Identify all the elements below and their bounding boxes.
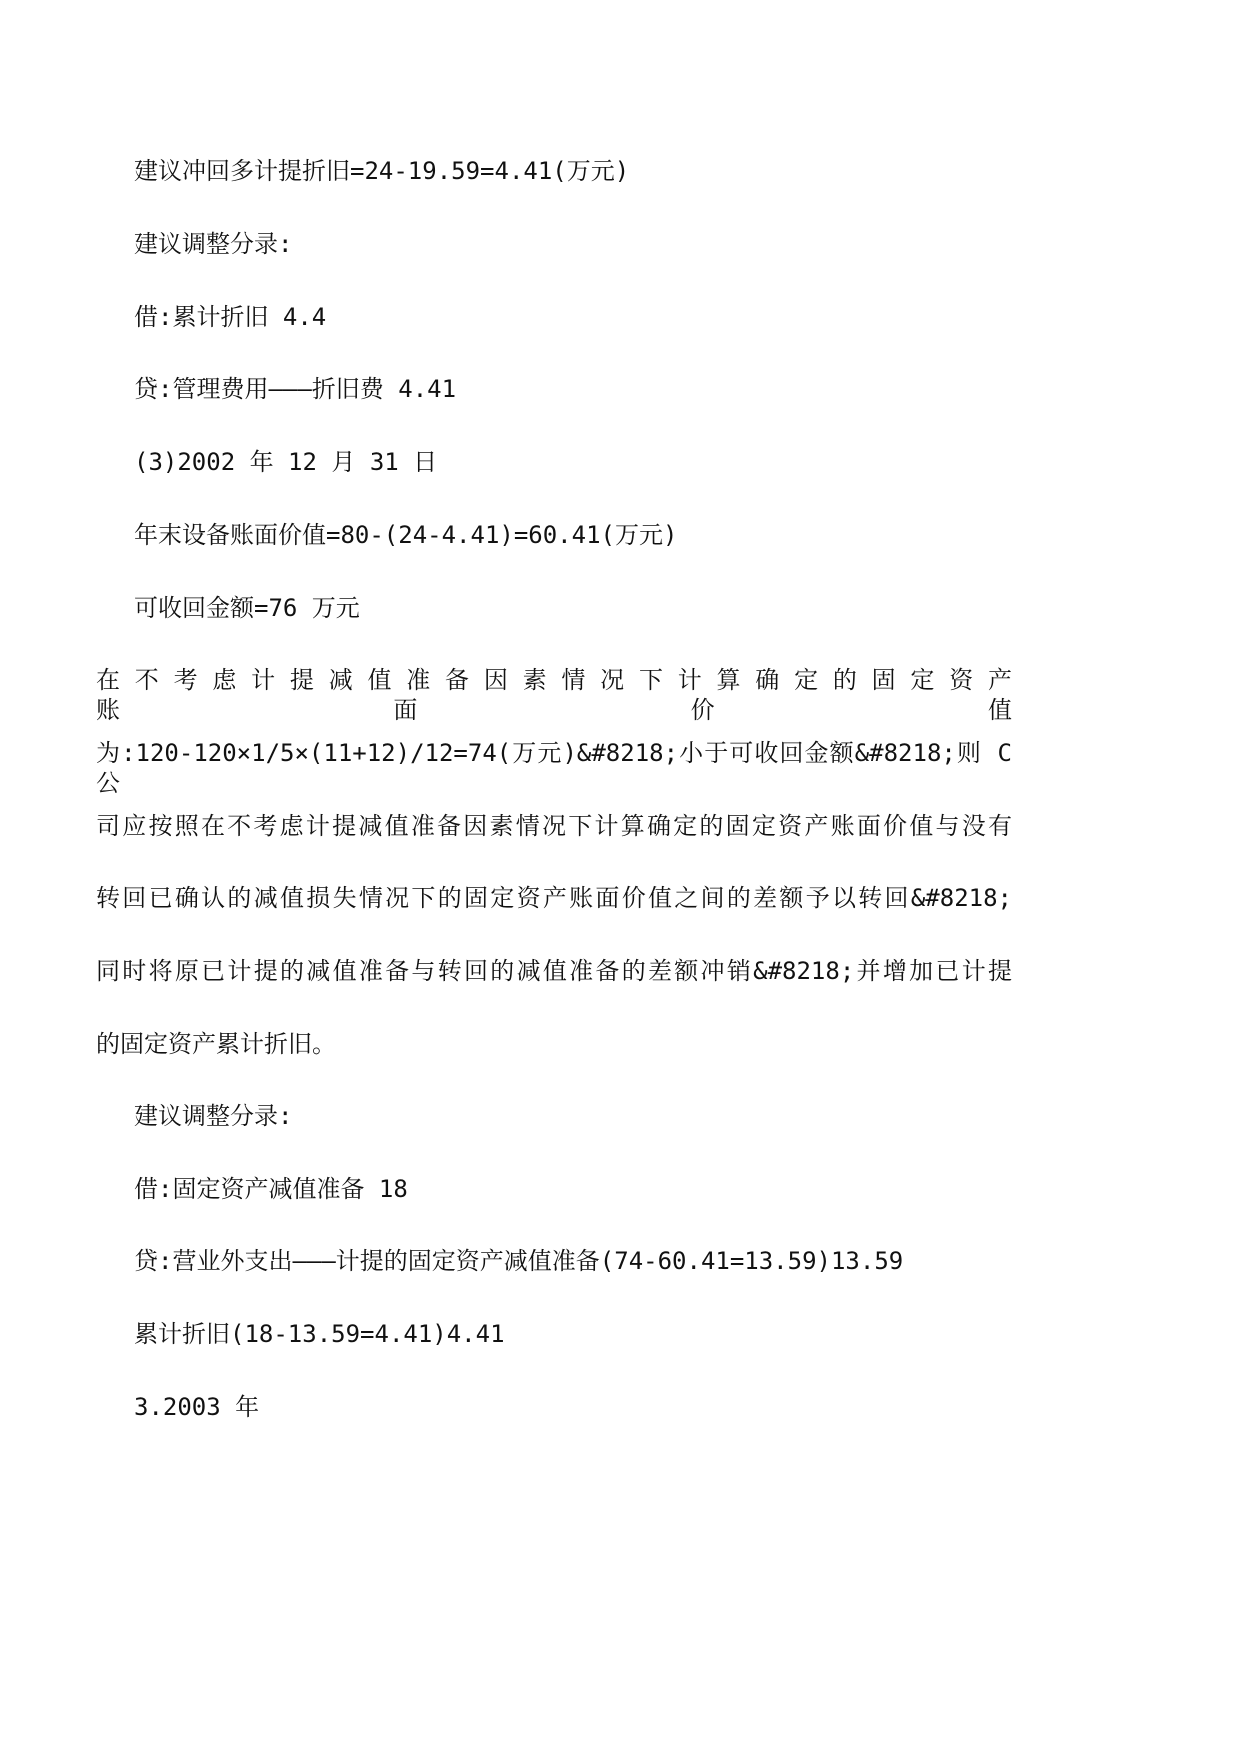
paragraph-line: 转回已确认的减值损失情况下的固定资产账面价值之间的差额予以转回&#8218; [96,884,1012,912]
text-line: 借:累计折旧 4.4 [134,303,327,331]
text-line: 累计折旧(18-13.59=4.41)4.41 [134,1320,505,1348]
paragraph-line: 同时将原已计提的减值准备与转回的减值准备的差额冲销&#8218;并增加已计提 [96,957,1012,985]
paragraph-line: 在 不 考 虑 计 提 减 值 准 备 因 素 情 况 下 计 算 确 定 的 固 定 资 产 账 面 价 值 [96,666,1012,724]
paragraph-line: 司应按照在不考虑计提减值准备因素情况下计算确定的固定资产账面价值与没有 [96,812,1012,840]
text-line: 贷:营业外支出———计提的固定资产减值准备(74-60.41=13.59)13.59 [134,1247,904,1275]
text-line: 建议调整分录: [134,230,293,258]
paragraph-line: 为:120-120×1/5×(11+12)/12=74(万元)&#8218;小于可收回金额&#8218;则 C 公 [96,739,1012,797]
text-line: 3.2003 年 [134,1393,260,1421]
paragraph-line: 的固定资产累计折旧。 [96,1030,336,1058]
text-line: 年末设备账面价值=80-(24-4.41)=60.41(万元) [134,521,678,549]
text-line: 贷:管理费用———折旧费 4.41 [134,375,457,403]
text-line: 建议调整分录: [134,1102,293,1130]
text-line: 借:固定资产减值准备 18 [134,1175,408,1203]
text-line: 建议冲回多计提折旧=24-19.59=4.41(万元) [134,157,630,185]
text-line: (3)2002 年 12 月 31 日 [134,448,438,476]
text-line: 可收回金额=76 万元 [134,594,360,622]
